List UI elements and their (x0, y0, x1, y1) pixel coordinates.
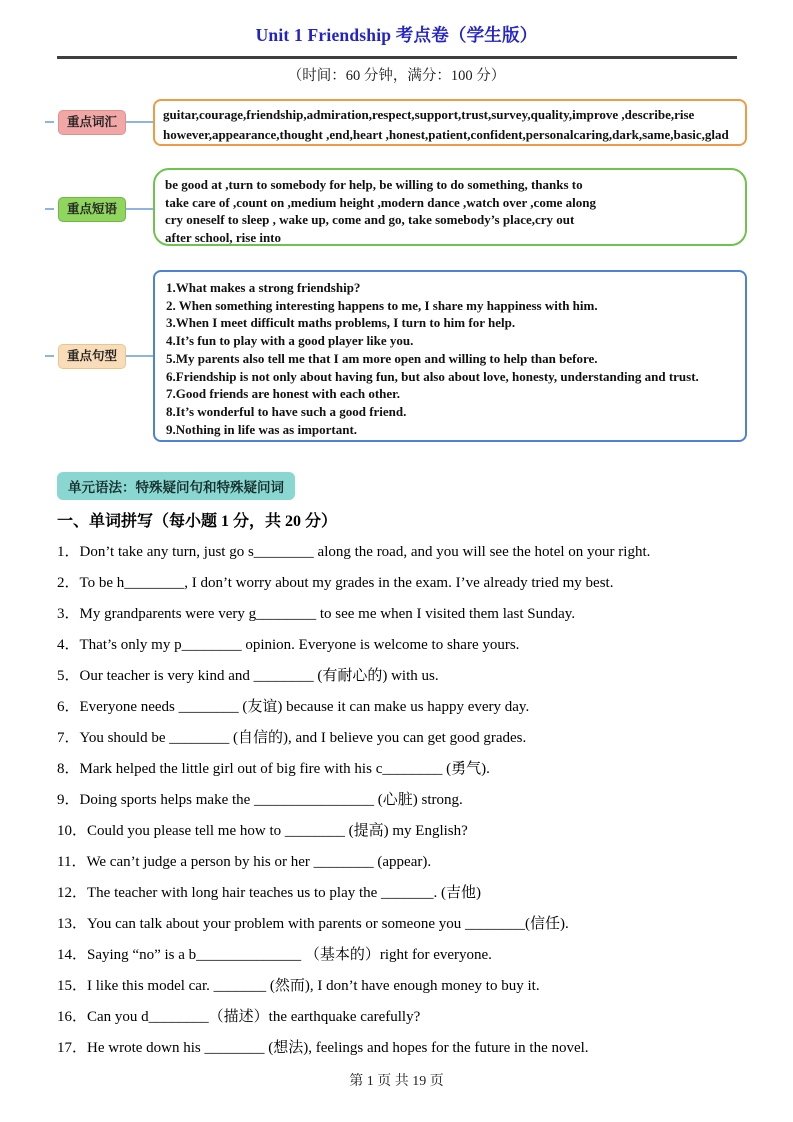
question-item: 1．Don’t take any turn, just go s________ along the road, and you will see the hotel on your right. (57, 544, 651, 560)
connector-stub (45, 208, 54, 210)
grammar-badge: 单元语法：特殊疑问句和特殊疑问词 (57, 472, 295, 500)
sentences-label: 重点句型 (58, 344, 126, 369)
question-item: 11．We can’t judge a person by his or her ________ (appear). (57, 854, 432, 870)
sentence-line: 5.My parents also tell me that I am more open and willing to help than before. (166, 350, 598, 366)
phrase-line: cry oneself to sleep , wake up, come and go, take somebody’s place,cry out (165, 212, 575, 227)
phrase-line: after school, rise into (165, 229, 282, 245)
vocab-label: 重点词汇 (58, 110, 126, 135)
question-item: 4．That’s only my p________ opinion. Everyone is welcome to share yours. (57, 637, 520, 653)
connector-stub (45, 355, 54, 357)
page-footer: 第 1 页 共 19 页 (349, 1074, 444, 1089)
phrase-line: take care of ,count on ,medium height ,modern dance ,watch over ,come along (165, 194, 597, 210)
question-item: 6．Everyone needs ________ (友谊) because it can make us happy every day. (57, 699, 530, 715)
question-item: 5．Our teacher is very kind and ________ (有耐心的) with us. (57, 668, 439, 684)
question-item: 10．Could you please tell me how to ________ (提高) my English? (57, 823, 468, 839)
connector-line (126, 121, 154, 123)
question-item: 7．You should be ________ (自信的), and I believe you can get good grades. (57, 730, 527, 746)
connector-stub (45, 121, 54, 123)
question-list (57, 537, 747, 1064)
question-item: 17．He wrote down his ________ (想法), feelings and hopes for the future in the novel. (57, 1040, 589, 1056)
connector-line (126, 208, 154, 210)
sentence-line: 9.Nothing in life was as important. (166, 421, 358, 437)
question-item: 16．Can you d________（描述）the earthquake carefully? (57, 1009, 421, 1025)
vocab-box (153, 99, 747, 146)
sentence-line: 8.It’s wonderful to have such a good friend. (166, 403, 407, 419)
exam-meta: （时间：60 分钟，满分：100 分） (287, 68, 506, 84)
phrases-box (153, 168, 747, 246)
question-item: 15．I like this model car. _______ (然而), I don’t have enough money to buy it. (57, 978, 540, 994)
sentence-line: 7.Good friends are honest with each other. (166, 386, 400, 402)
sentence-line: 2. When something interesting happens to me, I share my happiness with him. (166, 297, 598, 313)
question-item: 2．To be h________, I don’t worry about my grades in the exam. I’ve already tried my best. (57, 575, 614, 591)
vocab-line: however,appearance,thought ,end,heart ,honest,patient,confident,personalcaring,dark,same,basic,glad (163, 127, 729, 142)
sentence-line: 6.Friendship is not only about having fun, but also about love, honesty, understanding and trust. (166, 368, 699, 384)
sentences-box (153, 270, 747, 442)
question-item: 8．Mark helped the little girl out of big fire with his c________ (勇气). (57, 761, 490, 777)
connector-line (126, 355, 154, 357)
sentence-line: 1.What makes a strong friendship? (166, 280, 361, 295)
phrase-line: be good at ,turn to somebody for help, be willing to do something, thanks to (165, 177, 583, 192)
question-item: 14．Saying “no” is a b______________ （基本的）right for everyone. (57, 947, 492, 963)
page-title: Unit 1 Friendship 考点卷（学生版） (255, 25, 538, 45)
section-heading: 一、单词拼写（每小题 1 分，共 20 分） (57, 513, 338, 530)
sentence-line: 3.When I meet difficult maths problems, I turn to him for help. (166, 315, 516, 331)
question-item: 12．The teacher with long hair teaches us to play the _______. (吉他) (57, 885, 482, 901)
question-item: 3．My grandparents were very g________ to see me when I visited them last Sunday. (57, 606, 576, 622)
title-divider (57, 56, 737, 59)
question-item: 13．You can talk about your problem with parents or someone you ________(信任). (57, 916, 569, 932)
sentence-line: 4.It’s fun to play with a good player like you. (166, 333, 414, 349)
vocab-line: guitar,courage,friendship,admiration,respect,support,trust,survey,quality,improve ,describe,rise (163, 107, 695, 122)
question-item: 9．Doing sports helps make the ________________ (心脏) strong. (57, 792, 463, 808)
phrases-label: 重点短语 (58, 197, 126, 222)
